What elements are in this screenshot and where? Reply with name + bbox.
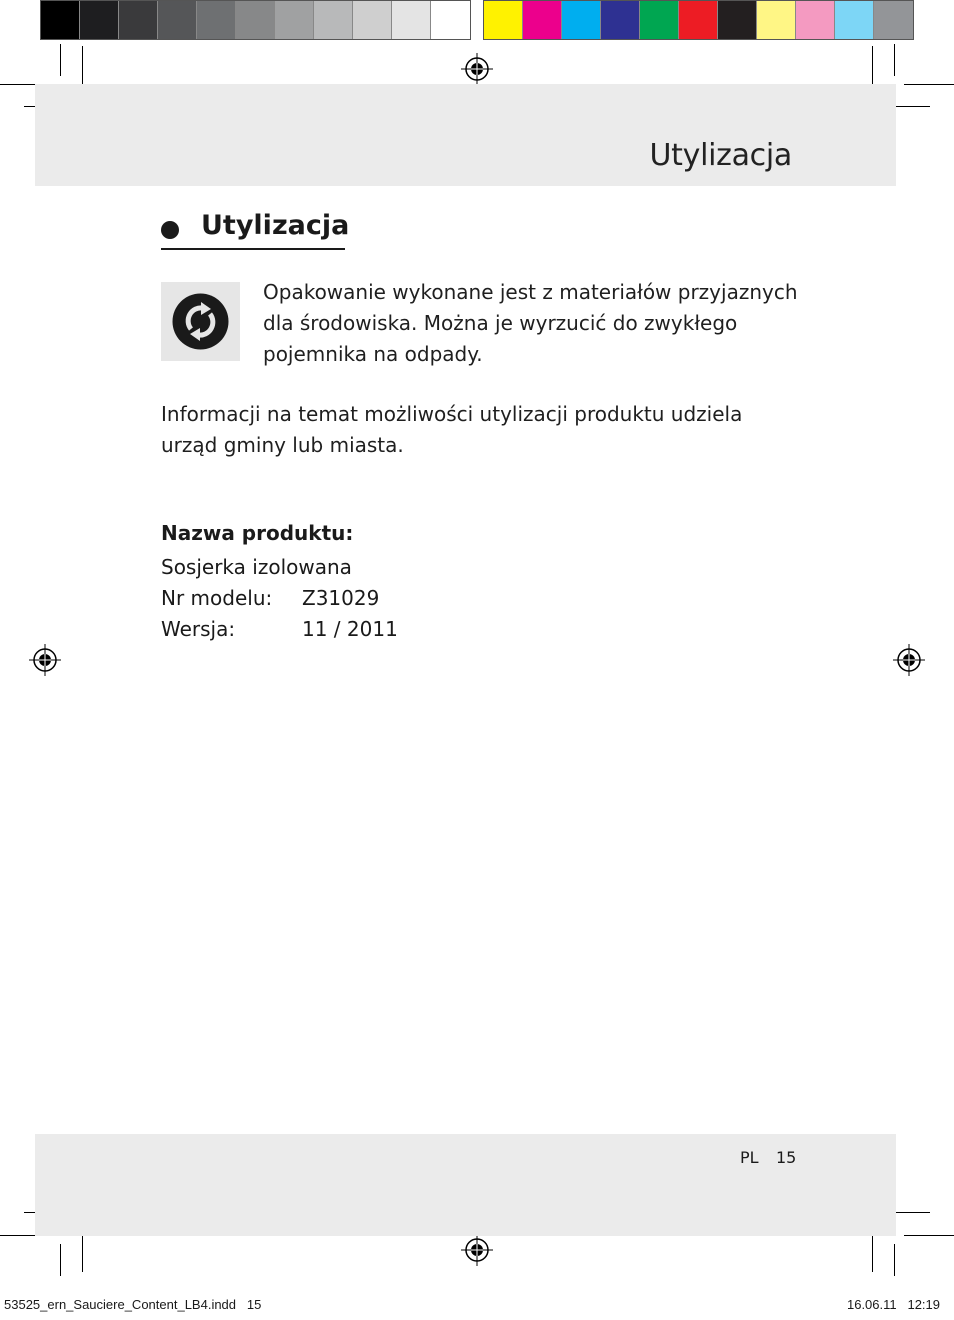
color-swatch xyxy=(431,1,470,39)
running-header-title: Utylizacja xyxy=(649,138,792,173)
packaging-paragraph: Opakowanie wykonane jest z materiałów przyjaznych dla środowiska. Można je wyrzucić do zwykłego pojemnika na odpady. xyxy=(263,280,798,366)
color-swatch xyxy=(601,1,640,39)
color-swatch xyxy=(640,1,679,39)
color-swatch xyxy=(119,1,158,39)
crop-mark xyxy=(894,44,895,76)
process-color-bar xyxy=(483,0,914,40)
section-heading-text: Utylizacja xyxy=(201,210,350,241)
color-swatch xyxy=(275,1,314,39)
version-value: 11 / 2011 xyxy=(302,617,398,641)
slug-datetime: 16.06.11 12:19 xyxy=(846,1297,940,1312)
crop-mark xyxy=(60,1244,61,1276)
color-swatch xyxy=(158,1,197,39)
crop-mark xyxy=(894,1244,895,1276)
version-label: Wersja: xyxy=(161,617,236,641)
color-swatch xyxy=(484,1,523,39)
color-swatch xyxy=(197,1,236,39)
color-swatch xyxy=(41,1,80,39)
color-swatch xyxy=(562,1,601,39)
color-swatch xyxy=(757,1,796,39)
color-swatch xyxy=(874,1,913,39)
page-number: 15 xyxy=(776,1148,797,1167)
color-swatch xyxy=(353,1,392,39)
color-swatch xyxy=(236,1,275,39)
registration-mark-icon xyxy=(461,53,493,85)
registration-mark-icon xyxy=(461,1234,493,1266)
color-swatch xyxy=(80,1,119,39)
product-name: Sosjerka izolowana xyxy=(161,555,352,579)
color-swatch xyxy=(314,1,353,39)
crop-mark xyxy=(904,1235,954,1236)
color-swatch xyxy=(392,1,431,39)
product-label: Nazwa produktu: xyxy=(161,521,354,545)
registration-mark-icon xyxy=(893,644,925,676)
footer-band xyxy=(35,1134,896,1236)
model-value: Z31029 xyxy=(302,586,380,610)
section-heading xyxy=(161,208,350,250)
color-swatch xyxy=(679,1,718,39)
disposal-paragraph: Informacji na temat możliwości utylizacji produktu udziela urząd gminy lub miasta. xyxy=(161,402,743,457)
crop-mark xyxy=(904,84,954,85)
language-code: PL xyxy=(740,1148,759,1167)
color-swatch xyxy=(796,1,835,39)
color-swatch xyxy=(718,1,757,39)
slug-filename: 53525_ern_Sauciere_Content_LB4.indd 15 xyxy=(4,1297,262,1312)
model-label: Nr modelu: xyxy=(161,586,273,610)
bullet-icon xyxy=(161,221,179,239)
color-swatch xyxy=(835,1,874,39)
green-dot-recycling-icon xyxy=(161,282,240,361)
grayscale-color-bar xyxy=(40,0,471,40)
registration-mark-icon xyxy=(29,644,61,676)
crop-mark xyxy=(60,44,61,76)
color-swatch xyxy=(523,1,562,39)
